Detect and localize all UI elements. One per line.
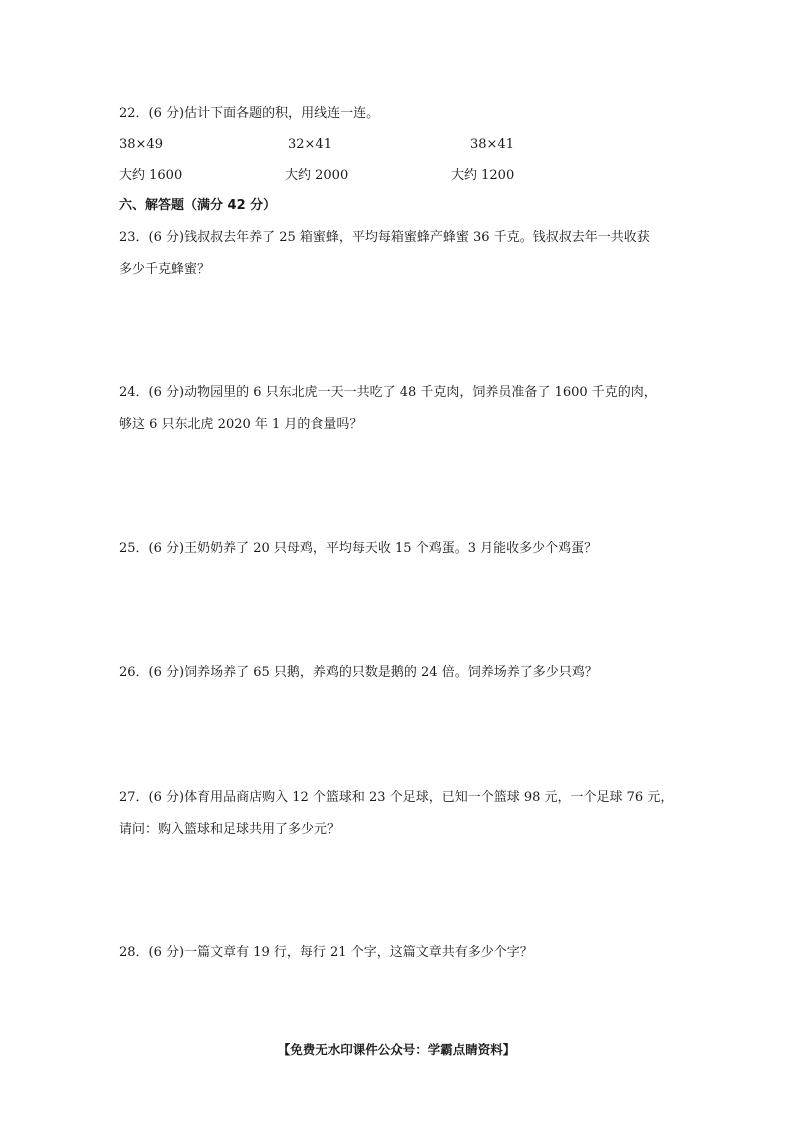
question-27-line-2: 请问：购入篮球和足球共用了多少元？ xyxy=(119,822,341,837)
question-25-line-1: 25．(6 分)王奶奶养了 20 只母鸡，平均每天收 15 个鸡蛋。3 月能收多少个鸡蛋？ xyxy=(119,541,598,556)
expression-3: 38×41 xyxy=(470,137,514,152)
estimate-2: 大约 2000 xyxy=(285,168,349,183)
question-22-stem: 22．(6 分)估计下面各题的积，用线连一连。 xyxy=(119,106,380,121)
question-28-line-1: 28．(6 分)一篇文章有 19 行，每行 21 个字，这篇文章共有多少个字？ xyxy=(119,945,533,960)
estimate-3: 大约 1200 xyxy=(451,168,515,183)
footer-notice: 【免费无水印课件公众号：学霸点睛资料】 xyxy=(277,1042,516,1057)
question-27-line-1: 27．(6 分)体育用品商店购入 12 个篮球和 23 个足球，已知一个篮球 98 元，一个足球 76 元， xyxy=(119,790,674,805)
question-23-line-1: 23．(6 分)钱叔叔去年养了 25 箱蜜蜂，平均每箱蜜蜂产蜂蜜 36 千克。钱叔叔去年一共收获 xyxy=(119,230,650,245)
question-24-line-1: 24．(6 分)动物园里的 6 只东北虎一天一共吃了 48 千克肉，饲养员准备了 1600 千克的肉， xyxy=(119,385,657,400)
question-24-line-2: 够这 6 只东北虎 2020 年 1 月的食量吗？ xyxy=(119,417,363,432)
estimate-1: 大约 1600 xyxy=(119,168,183,183)
question-26-line-1: 26．(6 分)饲养场养了 65 只鹅，养鸡的只数是鹅的 24 倍。饲养场养了多少只鸡？ xyxy=(119,665,598,680)
question-23-line-2: 多少千克蜂蜜？ xyxy=(119,262,211,277)
expression-2: 32×41 xyxy=(288,137,332,152)
expression-1: 38×49 xyxy=(119,137,163,152)
section-title: 六、解答题（满分 42 分） xyxy=(119,198,277,213)
